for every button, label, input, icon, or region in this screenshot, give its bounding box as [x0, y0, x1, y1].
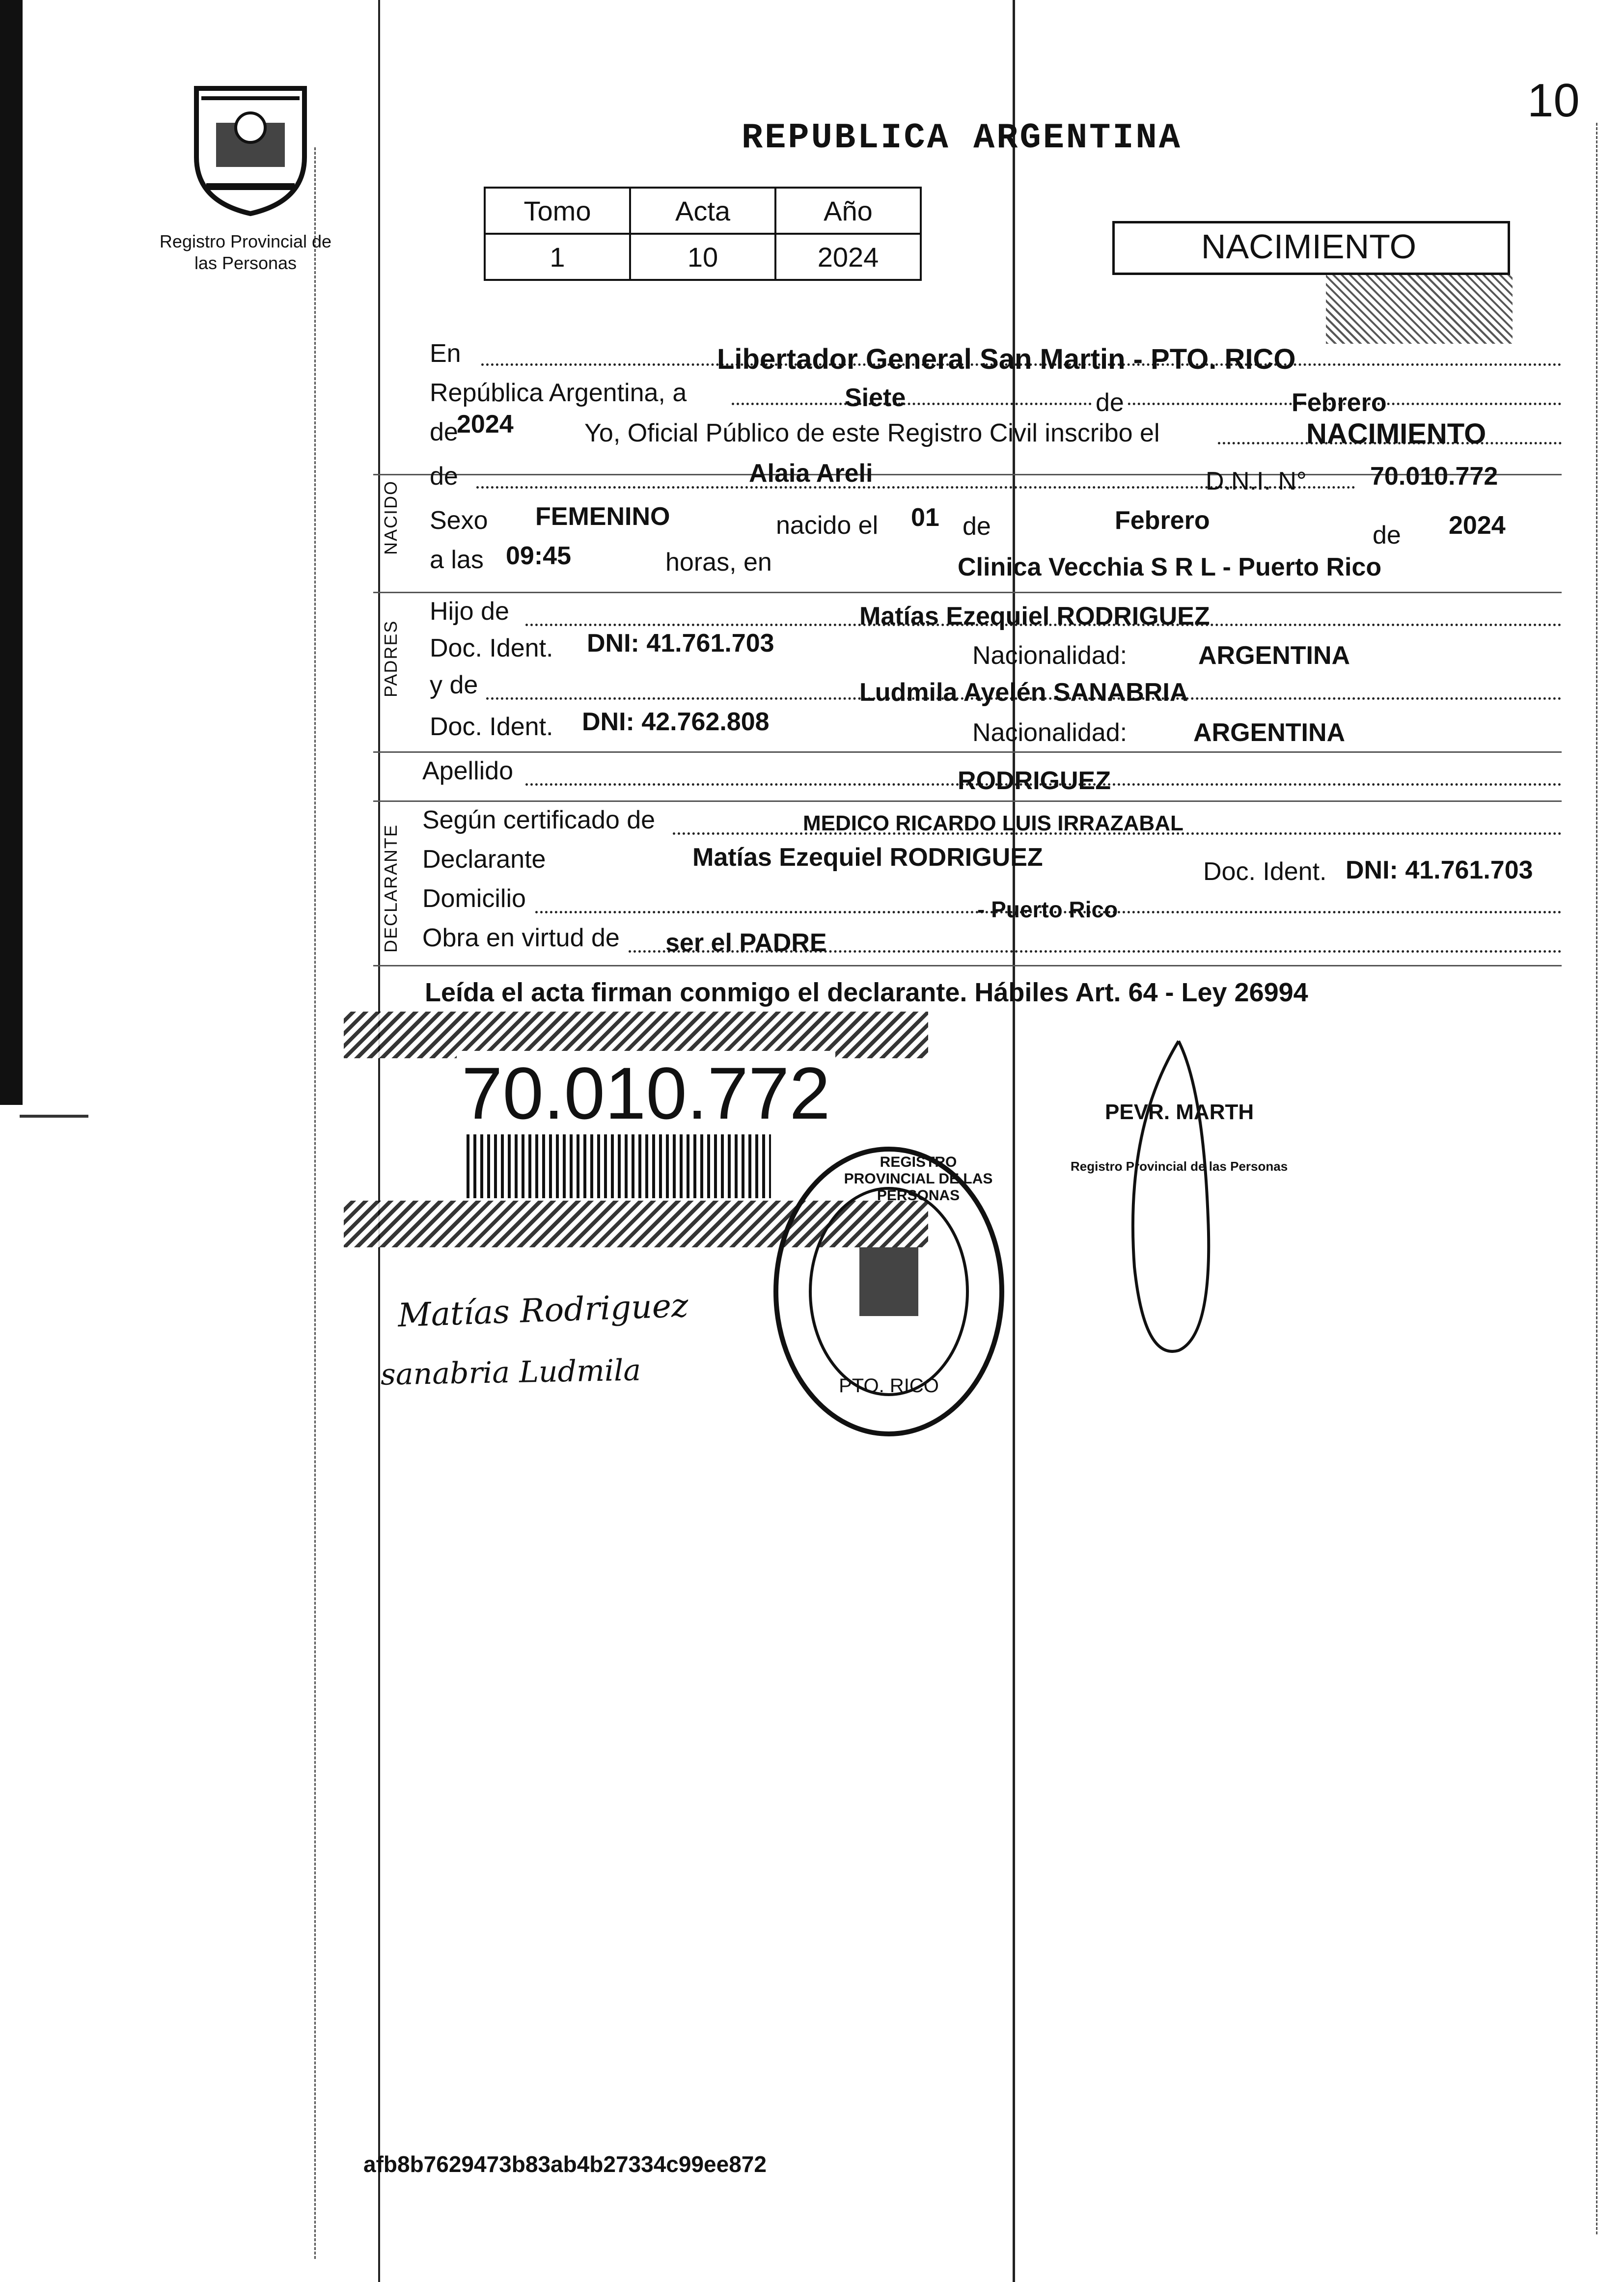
country-title: REPUBLICA ARGENTINA: [742, 118, 1182, 158]
day-words: Siete: [845, 384, 906, 412]
row-hora: [417, 542, 1562, 581]
de-label-2: de: [963, 512, 991, 541]
header-anio: Año: [775, 188, 921, 234]
row-obra: [417, 923, 1562, 958]
value-tomo: 1: [485, 234, 630, 280]
domicilio-label: Domicilio: [422, 884, 526, 913]
hijo-de-label: Hijo de: [430, 597, 509, 626]
province-seal: [187, 69, 314, 216]
domicilio-value: - Puerto Rico: [977, 897, 1118, 922]
section-nacido: NACIDO: [381, 480, 401, 555]
row-sexo: [417, 502, 1562, 550]
registry-name: Registro Provincial de las Personas: [159, 231, 332, 273]
declarante-doc: DNI: 41.761.703: [1346, 856, 1533, 884]
declarante-label: Declarante: [422, 845, 546, 874]
row-father-doc: [417, 629, 1562, 670]
form-body: [381, 339, 1562, 1026]
de-label: de: [1093, 388, 1127, 417]
official-stamp-title: Registro Provincial de las Personas: [1071, 1159, 1288, 1174]
closing-text: Leída el acta firman conmigo el declarante. Hábiles Art. 64 - Ley 26994: [425, 978, 1308, 1007]
birth-month: Febrero: [1115, 506, 1210, 535]
father-doc: DNI: 41.761.703: [587, 629, 774, 658]
value-anio: 2024: [775, 234, 921, 280]
nacionalidad-label: Nacionalidad:: [972, 641, 1128, 670]
section-rule: [373, 800, 1562, 802]
inscribe-type: NACIMIENTO: [1306, 418, 1486, 450]
father-name: Matías Ezequiel RODRIGUEZ: [859, 602, 1210, 631]
dni-label: D.N.I. N°: [1206, 467, 1307, 495]
row-apellido: [417, 756, 1562, 795]
row-domicilio: [417, 884, 1562, 922]
doc-ident-label: Doc. Ident.: [430, 634, 553, 662]
round-seal-text: REGISTRO PROVINCIAL DE LAS PERSONAS: [844, 1154, 993, 1204]
nacionalidad-label-2: Nacionalidad:: [972, 718, 1128, 747]
header-acta: Acta: [630, 188, 775, 234]
nacido-el-label: nacido el: [776, 511, 879, 540]
row-name: [417, 459, 1562, 496]
official-signature: [1105, 1031, 1233, 1365]
birth-year: 2024: [1449, 511, 1506, 540]
obra-label: Obra en virtud de: [422, 924, 620, 952]
dni-value: 70.010.772: [1370, 462, 1498, 491]
sexo-label: Sexo: [430, 506, 488, 535]
section-rule: [373, 592, 1562, 593]
segun-label: Según certificado de: [422, 806, 656, 834]
section-declarante: DECLARANTE: [381, 824, 401, 953]
month-value: Febrero: [1292, 388, 1387, 417]
year-value: 2024: [457, 410, 514, 439]
republica-label: República Argentina, a: [430, 379, 687, 407]
de-label-3: de: [1373, 521, 1401, 550]
record-table: [484, 187, 922, 281]
place-value: Libertador General San Martin - PTO. RICO: [717, 343, 1296, 375]
en-label: En: [430, 339, 461, 368]
row-hijo-de: [417, 597, 1562, 631]
horas-en-label: horas, en: [665, 548, 772, 577]
official-stamp-name: PEVR. MARTH: [1105, 1100, 1254, 1124]
mother-name: Ludmila Ayelén SANABRIA: [859, 678, 1188, 707]
round-seal-city: PTO. RICO: [839, 1375, 939, 1397]
row-segun: [417, 805, 1562, 840]
a-las-label: a las: [430, 546, 484, 574]
document-hash: afb8b7629473b83ab4b27334c99ee872: [363, 2151, 767, 2177]
apellido-label: Apellido: [422, 757, 514, 785]
barcode: [467, 1134, 771, 1198]
page-number: 10: [1527, 74, 1580, 127]
declarante-value: Matías Ezequiel RODRIGUEZ: [692, 843, 1043, 872]
header-tomo: Tomo: [485, 188, 630, 234]
value-acta: 10: [630, 234, 775, 280]
round-seal: [761, 1139, 1017, 1444]
doc-ident-label-2: Doc. Ident.: [430, 713, 553, 741]
row-republica: [417, 378, 1562, 417]
sexo-value: FEMENINO: [535, 502, 670, 531]
row-declarante: [417, 843, 1562, 886]
birth-time: 09:45: [506, 542, 571, 570]
obra-value: ser el PADRE: [665, 929, 827, 957]
row-year: [417, 410, 1562, 450]
margin-dash-left: [314, 147, 316, 2259]
left-scan-bar: [0, 0, 23, 1105]
margin-dash-right: [1596, 123, 1597, 2234]
mother-nationality: ARGENTINA: [1193, 718, 1346, 747]
sticker-number: 70.010.772: [457, 1051, 835, 1136]
birth-place: Clinica Vecchia S R L - Puerto Rico: [958, 553, 1382, 581]
row-mother-doc: [417, 708, 1562, 747]
father-nationality: ARGENTINA: [1198, 641, 1350, 670]
signature-1: Matías Rodriguez: [397, 1286, 689, 1335]
section-rule: [373, 751, 1562, 753]
section-padres: PADRES: [381, 620, 401, 697]
row-y-de: [417, 670, 1562, 705]
de-year-label: de: [430, 418, 458, 446]
birth-day: 01: [911, 503, 939, 532]
left-mark: [20, 1115, 88, 1118]
certificado-value: MEDICO RICARDO LUIS IRRAZABAL: [803, 811, 1184, 835]
mother-doc: DNI: 42.762.808: [582, 708, 770, 736]
doc-ident-label-3: Doc. Ident.: [1203, 857, 1327, 886]
y-de-label: y de: [430, 671, 478, 699]
official-text: Yo, Oficial Público de este Registro Civil inscribo el: [584, 419, 1160, 447]
child-name: Alaia Areli: [749, 459, 873, 488]
de-name-label: de: [430, 462, 458, 491]
apellido-value: RODRIGUEZ: [958, 767, 1111, 795]
section-rule: [373, 965, 1562, 966]
security-pattern: [1326, 275, 1513, 344]
row-en: [417, 339, 1562, 373]
record-type: NACIMIENTO: [1201, 227, 1417, 266]
signature-2: sanabria Ludmila: [380, 1353, 641, 1392]
